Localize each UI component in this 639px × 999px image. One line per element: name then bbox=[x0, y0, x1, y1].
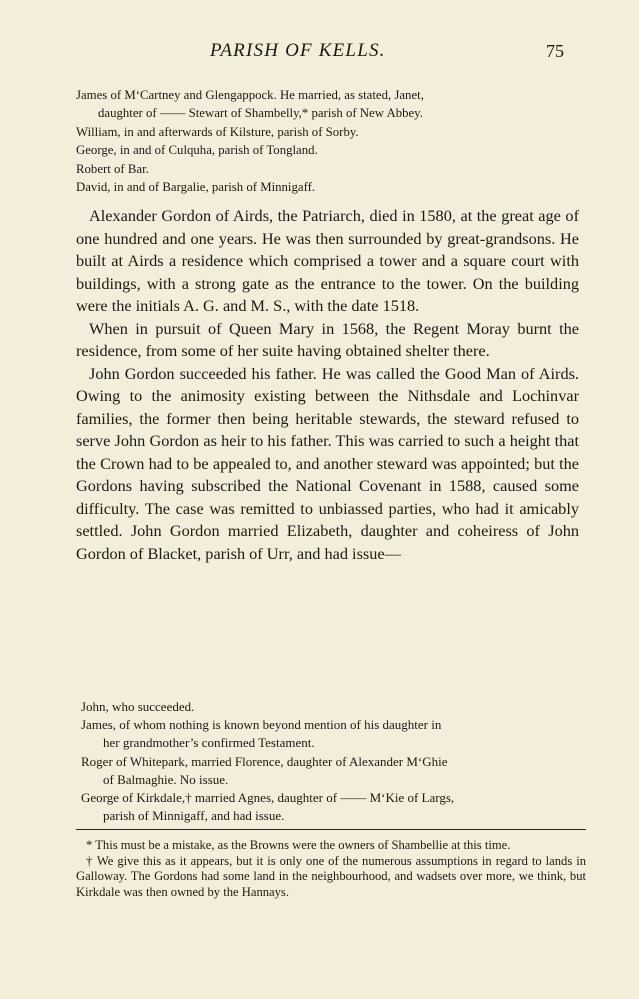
body-text bbox=[76, 205, 579, 565]
footnotes bbox=[76, 838, 586, 900]
footnote-rule bbox=[76, 829, 586, 830]
paragraph: John Gordon succeeded his father. He was called the Good Man of Airds. Owing to the animosity existing between the Nithsdale and Lochinvar families, the former then being heritable stewards, the steward refused to serve John Gordon as heir to his father. This was carried to such a height that the Crown had to be appealed to, and another steward was appointed; but the Gordons having subscribed the National Covenant in 1588, caused some difficulty. The case was remitted to unbiassed parties, who had it amicably settled. John Gordon married Elizabeth, daughter and coheiress of John Gordon of Blacket, parish of Urr, and had issue— bbox=[76, 363, 579, 563]
list-item-continuation: parish of Minnigaff, and had issue. bbox=[103, 808, 285, 824]
paragraph: Alexander Gordon of Airds, the Patriarch, died in 1580, at the great age of one hundred and one years. He was then surrounded by great-grandsons. He built at Airds a residence which comprised a tower and a square court with buildings, with a strong gate as the entrance to the tower. On the building were the initials A. G. and M. S., with the date 1518. bbox=[76, 206, 579, 315]
footnote: † We give this as it appears, but it is only one of the numerous assumptions in regard to lands in Galloway. The Gordons had some land in the neighbourhood, and wadsets over more, we think, but Kirkdale was then owned by the Hannays. bbox=[76, 853, 586, 899]
footnote: * This must be a mistake, as the Browns were the owners of Shambellie at this time. bbox=[86, 838, 511, 852]
list-item bbox=[81, 698, 586, 716]
list-item-line: John, who succeeded. bbox=[81, 699, 195, 714]
list-item-line: Roger of Whitepark, married Florence, daughter of Alexander M‘Ghie bbox=[81, 753, 448, 769]
paragraph: When in pursuit of Queen Mary in 1568, the Regent Moray burnt the residence, from some of her suite having obtained shelter there. bbox=[76, 318, 579, 360]
list-item-line: Robert of Bar. bbox=[76, 161, 149, 176]
list-item bbox=[81, 716, 586, 752]
list-item-continuation: daughter of —— Stewart of Shambelly,* parish of New Abbey. bbox=[98, 106, 423, 121]
running-title: PARISH OF KELLS. bbox=[210, 40, 386, 61]
list-item-continuation: of Balmaghie. No issue. bbox=[103, 771, 229, 787]
list-item bbox=[76, 160, 586, 178]
list-item-line: James, of whom nothing is known beyond mention of his daughter in bbox=[81, 717, 442, 733]
list-item-continuation: her grandmother’s confirmed Testament. bbox=[103, 735, 315, 751]
children-list-bottom bbox=[81, 698, 586, 825]
list-item bbox=[81, 753, 586, 789]
list-item bbox=[76, 86, 586, 123]
list-item-line: James of M‘Cartney and Glengappock. He married, as stated, Janet, bbox=[76, 88, 424, 102]
list-item bbox=[76, 178, 586, 196]
children-list-top bbox=[76, 86, 586, 196]
list-item-line: David, in and of Bargalie, parish of Minnigaff. bbox=[76, 180, 316, 195]
list-item bbox=[76, 123, 586, 141]
list-item-line: George of Kirkdale,† married Agnes, daughter of —— M‘Kie of Largs, bbox=[81, 790, 455, 806]
page-number: 75 bbox=[546, 41, 564, 61]
list-item-line: George, in and of Culquha, parish of Tongland. bbox=[76, 143, 318, 158]
list-item bbox=[76, 141, 586, 159]
list-item bbox=[81, 789, 586, 825]
list-item-line: William, in and afterwards of Kilsture, parish of Sorby. bbox=[76, 124, 359, 139]
running-head bbox=[0, 40, 639, 66]
